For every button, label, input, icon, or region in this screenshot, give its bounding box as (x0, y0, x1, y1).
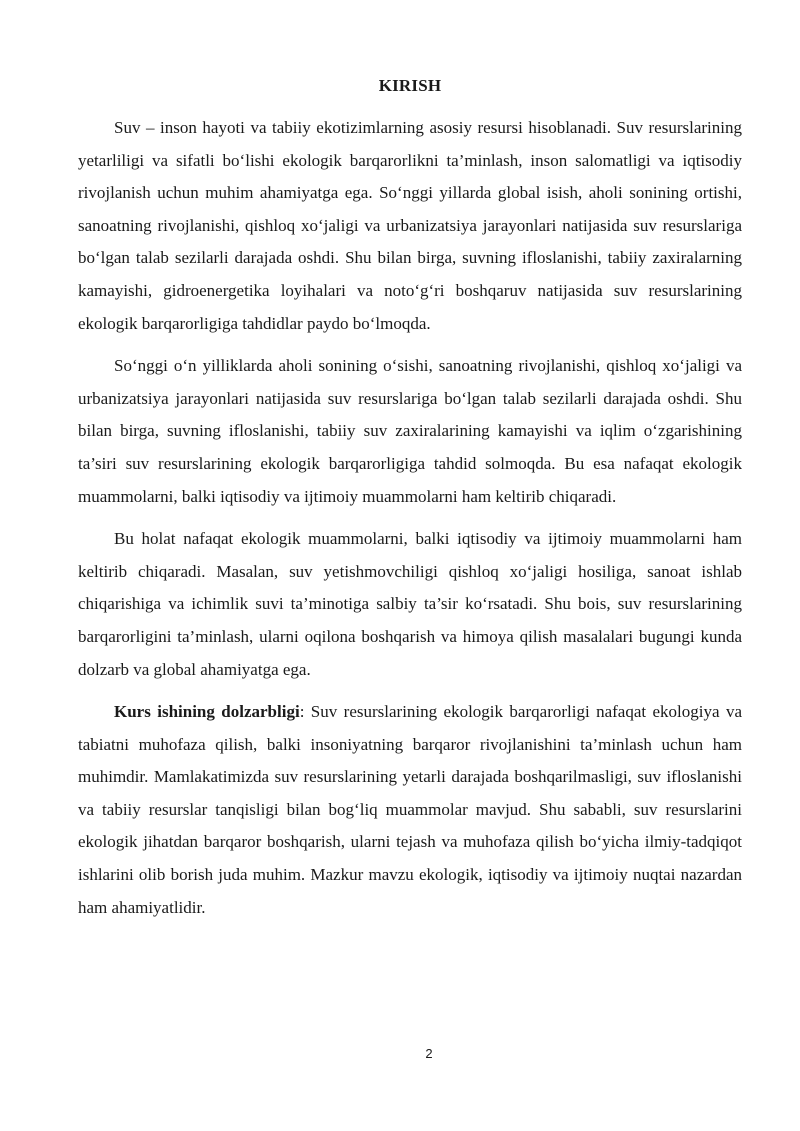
paragraph-2 (78, 350, 742, 513)
paragraph-4 (78, 696, 742, 924)
page-number: 2 (425, 1046, 433, 1061)
paragraph-text: : Suv resurslarining ekologik barqarorligi nafaqat ekologiya va tabiatni muhofaza qilish, balki insoniyatning barqaror rivojlanishini ta’minlash uchun ham muhimdir. Mamlakatimizda suv resurslarining yetarli darajada boshqarilmasligi, suv ifloslanishi va tabiiy resurslar tanqisligi bilan bog‘liq muammolar mavjud. Shu sababli, suv resurslarini ekologik jihatdan barqaror boshqarish, ularni tejash va muhofaza qilish bo‘yicha ilmiy-tadqiqot ishlarini olib borish juda muhim. Mazkur mavzu ekologik, iqtisodiy va ijtimoiy nuqtai nazardan ham ahamiyatlidir. (78, 702, 742, 917)
paragraph-text: Bu holat nafaqat ekologik muammolarni, balki iqtisodiy va ijtimoiy muammolarni ham keltirib chiqaradi. Masalan, suv yetishmovchiligi qishloq xo‘jaligi hosiliga, sanoat ishlab chiqarishiga va ichimlik suvi ta’minotiga salbiy ta’sir ko‘rsatadi. Shu bois, suv resurslarining barqarorligini ta’minlash, ularni oqilona boshqarish va himoya qilish masalalari bugungi kunda dolzarb va global ahamiyatga ega. (78, 529, 742, 679)
paragraph-text: So‘nggi o‘n yilliklarda aholi sonining o‘sishi, sanoatning rivojlanishi, qishloq xo‘jaligi va urbanizatsiya jarayonlari natijasida suv resurslariga bo‘lgan talab sezilarli darajada oshdi. Shu bilan birga, suvning ifloslanishi, tabiiy suv zaxiralarining kamayishi va iqlim o‘zgarishining ta’siri suv resurslarining ekologik barqarorligiga tahdid solmoqda. Bu esa nafaqat ekologik muammolarni, balki iqtisodiy va ijtimoiy muammolarni ham keltirib chiqaradi. (78, 356, 742, 506)
paragraph-3 (78, 523, 742, 686)
page-content (78, 74, 742, 934)
paragraph-lead-bold: Kurs ishining dolzarbligi (114, 702, 300, 722)
section-heading: KIRISH (378, 76, 442, 95)
paragraph-text: Suv – inson hayoti va tabiiy ekotizimlarning asosiy resursi hisoblanadi. Suv resurslarining yetarliligi va sifatli bo‘lishi ekologik barqarorlikni ta’minlash, inson salomatligi va iqtisodiy rivojlanish uchun muhim ahamiyatga ega. So‘nggi yillarda global isish, aholi sonining ortishi, sanoatning rivojlanishi, qishloq xo‘jaligi va urbanizatsiya jarayonlari natijasida suv resurslariga bo‘lgan talab sezilarli darajada oshdi. Shu bilan birga, suvning ifloslanishi, tabiiy zaxiralarning kamayishi, gidroenergetika loyihalari va noto‘g‘ri boshqaruv natijasida suv resurslarining ekologik barqarorligiga tahdidlar paydo bo‘lmoqda. (78, 118, 742, 333)
paragraph-1 (78, 112, 742, 340)
